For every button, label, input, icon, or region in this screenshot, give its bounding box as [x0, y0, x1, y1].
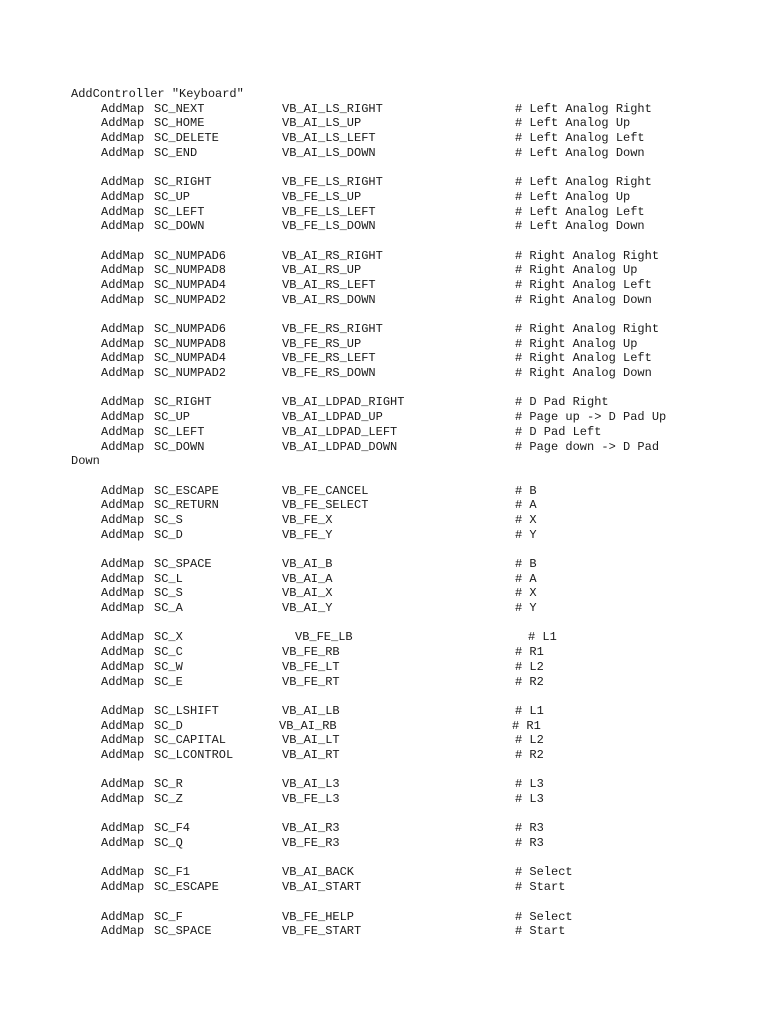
virtual-button: VB_AI_LT — [282, 733, 340, 748]
scan-code: SC_NUMPAD6 — [154, 248, 227, 263]
map-command: AddMap — [101, 747, 145, 762]
mapping-row — [71, 484, 761, 499]
mapping-comment: # D Pad Right — [515, 395, 609, 410]
mapping-groups — [71, 102, 761, 939]
map-command: AddMap — [101, 703, 145, 718]
virtual-button: VB_AI_BACK — [282, 865, 355, 880]
virtual-button: VB_FE_LB — [295, 630, 353, 645]
scan-code: SC_W — [154, 659, 183, 674]
virtual-button: VB_AI_LDPAD_DOWN — [282, 439, 398, 454]
mapping-row — [71, 351, 761, 366]
virtual-button: VB_FE_RT — [282, 674, 340, 689]
mapping-group — [71, 175, 761, 234]
mapping-comment: # Page down -> D Pad — [515, 439, 660, 454]
mapping-row — [71, 513, 761, 528]
virtual-button: VB_AI_L3 — [282, 777, 340, 792]
map-command: AddMap — [101, 410, 145, 425]
mapping-row — [71, 190, 761, 205]
virtual-button: VB_AI_RB — [279, 718, 337, 733]
mapping-comment: # Left Analog Down — [515, 219, 645, 234]
scan-code: SC_L — [154, 571, 183, 586]
map-command: AddMap — [101, 395, 145, 410]
mapping-comment: # B — [515, 483, 537, 498]
map-command: AddMap — [101, 189, 145, 204]
mapping-row — [71, 131, 761, 146]
scan-code: SC_NUMPAD4 — [154, 351, 227, 366]
scan-code: SC_NUMPAD6 — [154, 322, 227, 337]
map-command: AddMap — [101, 821, 145, 836]
mapping-comment: # L1 — [528, 630, 557, 645]
scan-code: SC_D — [154, 718, 183, 733]
mapping-comment: # Right Analog Right — [515, 322, 660, 337]
virtual-button: VB_FE_LS_LEFT — [282, 204, 376, 219]
virtual-button: VB_AI_LS_UP — [282, 116, 362, 131]
virtual-button: VB_FE_LS_UP — [282, 189, 362, 204]
mapping-comment: # B — [515, 557, 537, 572]
mapping-comment: # Left Analog Right — [515, 101, 652, 116]
map-command: AddMap — [101, 909, 145, 924]
mapping-row — [71, 704, 761, 719]
mapping-comment: # Select — [515, 865, 573, 880]
mapping-group — [71, 630, 761, 689]
map-command: AddMap — [101, 277, 145, 292]
virtual-button: VB_FE_R3 — [282, 836, 340, 851]
mapping-comment: # Select — [515, 909, 573, 924]
mapping-group — [71, 777, 761, 806]
mapping-row — [71, 425, 761, 440]
map-command: AddMap — [101, 865, 145, 880]
mapping-row — [71, 777, 761, 792]
mapping-group — [71, 865, 761, 894]
virtual-button: VB_AI_LS_RIGHT — [282, 101, 383, 116]
virtual-button: VB_AI_RS_UP — [282, 263, 362, 278]
map-command: AddMap — [101, 792, 145, 807]
map-command: AddMap — [101, 145, 145, 160]
map-command: AddMap — [101, 116, 145, 131]
mapping-comment: # X — [515, 586, 537, 601]
scan-code: SC_RIGHT — [154, 395, 212, 410]
map-command: AddMap — [101, 101, 145, 116]
virtual-button: VB_AI_Y — [282, 601, 333, 616]
scan-code: SC_Q — [154, 836, 183, 851]
map-command: AddMap — [101, 586, 145, 601]
scan-code: SC_UP — [154, 189, 191, 204]
scan-code: SC_S — [154, 586, 183, 601]
map-command: AddMap — [101, 439, 145, 454]
mapping-row — [71, 175, 761, 190]
scan-code: SC_Z — [154, 792, 183, 807]
virtual-button: VB_FE_LS_RIGHT — [282, 175, 383, 190]
scan-code: SC_NUMPAD8 — [154, 263, 227, 278]
mapping-comment: # Left Analog Left — [515, 204, 645, 219]
scan-code: SC_RIGHT — [154, 175, 212, 190]
mapping-comment: # Right Analog Up — [515, 263, 638, 278]
map-command: AddMap — [101, 557, 145, 572]
virtual-button: VB_FE_RS_DOWN — [282, 366, 376, 381]
wrapped-comment-continuation: Down — [71, 454, 100, 469]
map-command: AddMap — [101, 498, 145, 513]
virtual-button: VB_AI_LS_DOWN — [282, 145, 376, 160]
scan-code: SC_NUMPAD2 — [154, 366, 227, 381]
mapping-row — [71, 278, 761, 293]
mapping-comment: # L1 — [515, 703, 544, 718]
map-command: AddMap — [101, 263, 145, 278]
mapping-group — [71, 821, 761, 850]
map-command: AddMap — [101, 571, 145, 586]
virtual-button: VB_AI_B — [282, 557, 333, 572]
map-command: AddMap — [101, 351, 145, 366]
virtual-button: VB_AI_X — [282, 586, 333, 601]
scan-code: SC_S — [154, 512, 183, 527]
scan-code: SC_ESCAPE — [154, 483, 219, 498]
virtual-button: VB_FE_RB — [282, 645, 340, 660]
mapping-comment: # Left Analog Down — [515, 145, 645, 160]
scan-code: SC_DOWN — [154, 219, 205, 234]
map-command: AddMap — [101, 131, 145, 146]
mapping-row — [71, 880, 761, 895]
mapping-comment: # A — [515, 571, 537, 586]
mapping-row — [71, 366, 761, 381]
virtual-button: VB_FE_LT — [282, 659, 340, 674]
scan-code: SC_LCONTROL — [154, 747, 234, 762]
mapping-row — [71, 205, 761, 220]
scan-code: SC_SPACE — [154, 557, 212, 572]
virtual-button: VB_AI_RS_RIGHT — [282, 248, 383, 263]
map-command: AddMap — [101, 248, 145, 263]
mapping-comment: # L3 — [515, 777, 544, 792]
mapping-row — [71, 337, 761, 352]
virtual-button: VB_FE_CANCEL — [282, 483, 369, 498]
map-command: AddMap — [101, 366, 145, 381]
virtual-button: VB_FE_SELECT — [282, 498, 369, 513]
scan-code: SC_LEFT — [154, 424, 205, 439]
scan-code: SC_NUMPAD2 — [154, 292, 227, 307]
mapping-comment: # Start — [515, 880, 566, 895]
mapping-group — [71, 322, 761, 381]
mapping-row — [71, 116, 761, 131]
virtual-button: VB_FE_RS_LEFT — [282, 351, 376, 366]
mapping-row — [71, 792, 761, 807]
mapping-comment: # R1 — [512, 718, 541, 733]
map-command: AddMap — [101, 527, 145, 542]
mapping-comment: # R3 — [515, 836, 544, 851]
map-command: AddMap — [101, 733, 145, 748]
virtual-button: VB_AI_RS_LEFT — [282, 277, 376, 292]
mapping-row — [71, 557, 761, 572]
map-command: AddMap — [101, 292, 145, 307]
mapping-comment: # Start — [515, 924, 566, 939]
mapping-row — [71, 146, 761, 161]
mapping-comment: # Y — [515, 527, 537, 542]
virtual-button: VB_FE_L3 — [282, 792, 340, 807]
mapping-group — [71, 910, 761, 939]
mapping-row — [71, 528, 761, 543]
scan-code: SC_F4 — [154, 821, 191, 836]
mapping-comment: # Right Analog Left — [515, 277, 652, 292]
scan-code: SC_A — [154, 601, 183, 616]
mapping-comment: # Right Analog Up — [515, 336, 638, 351]
mapping-comment: # D Pad Left — [515, 424, 602, 439]
map-command: AddMap — [101, 175, 145, 190]
scan-code: SC_NEXT — [154, 101, 205, 116]
map-command: AddMap — [101, 630, 145, 645]
mapping-comment: # Right Analog Left — [515, 351, 652, 366]
mapping-row — [71, 102, 761, 117]
virtual-button: VB_AI_RS_DOWN — [282, 292, 376, 307]
map-command: AddMap — [101, 601, 145, 616]
scan-code: SC_END — [154, 145, 198, 160]
map-command: AddMap — [101, 777, 145, 792]
scan-code: SC_LEFT — [154, 204, 205, 219]
map-command: AddMap — [101, 204, 145, 219]
scan-code: SC_D — [154, 527, 183, 542]
virtual-button: VB_AI_A — [282, 571, 333, 586]
mapping-row — [71, 836, 761, 851]
mapping-row — [71, 410, 761, 425]
virtual-button: VB_AI_LDPAD_RIGHT — [282, 395, 405, 410]
mapping-row — [71, 572, 761, 587]
config-document — [71, 87, 761, 954]
map-command: AddMap — [101, 483, 145, 498]
mapping-comment: # Right Analog Down — [515, 366, 652, 381]
scan-code: SC_HOME — [154, 116, 205, 131]
virtual-button: VB_AI_RT — [282, 747, 340, 762]
mapping-row — [71, 865, 761, 880]
mapping-row — [71, 821, 761, 836]
mapping-row — [71, 322, 761, 337]
mapping-comment: # L3 — [515, 792, 544, 807]
mapping-row — [71, 249, 761, 264]
mapping-comment: # X — [515, 512, 537, 527]
mapping-comment: # Page up -> D Pad Up — [515, 410, 667, 425]
mapping-row — [71, 263, 761, 278]
virtual-button: VB_FE_START — [282, 924, 362, 939]
mapping-row — [71, 498, 761, 513]
mapping-comment: # R2 — [515, 747, 544, 762]
map-command: AddMap — [101, 836, 145, 851]
scan-code: SC_DELETE — [154, 131, 219, 146]
mapping-row — [71, 219, 761, 234]
controller-declaration: AddController "Keyboard" — [71, 87, 244, 101]
map-command: AddMap — [101, 924, 145, 939]
map-command: AddMap — [101, 645, 145, 660]
virtual-button: VB_FE_X — [282, 512, 333, 527]
map-command: AddMap — [101, 424, 145, 439]
virtual-button: VB_FE_RS_UP — [282, 336, 362, 351]
mapping-row — [71, 395, 761, 410]
scan-code: SC_NUMPAD8 — [154, 336, 227, 351]
map-command: AddMap — [101, 512, 145, 527]
map-command: AddMap — [101, 336, 145, 351]
scan-code: SC_X — [154, 630, 183, 645]
virtual-button: VB_FE_Y — [282, 527, 333, 542]
mapping-comment: # Left Analog Up — [515, 116, 631, 131]
scan-code: SC_LSHIFT — [154, 703, 219, 718]
mapping-row — [71, 440, 761, 455]
mapping-group — [71, 395, 761, 468]
mapping-row — [71, 748, 761, 763]
map-command: AddMap — [101, 880, 145, 895]
scan-code: SC_NUMPAD4 — [154, 277, 227, 292]
virtual-button: VB_AI_START — [282, 880, 362, 895]
scan-code: SC_ESCAPE — [154, 880, 219, 895]
mapping-comment: # Right Analog Right — [515, 248, 660, 263]
virtual-button: VB_AI_LB — [282, 703, 340, 718]
mapping-comment: # L2 — [515, 659, 544, 674]
mapping-comment: # Right Analog Down — [515, 292, 652, 307]
mapping-comment: # Y — [515, 601, 537, 616]
map-command: AddMap — [101, 322, 145, 337]
mapping-row — [71, 630, 761, 645]
scan-code: SC_RETURN — [154, 498, 219, 513]
mapping-row — [71, 293, 761, 308]
mapping-row — [71, 733, 761, 748]
virtual-button: VB_FE_LS_DOWN — [282, 219, 376, 234]
mapping-row — [71, 924, 761, 939]
mapping-group — [71, 484, 761, 543]
map-command: AddMap — [101, 674, 145, 689]
mapping-group — [71, 557, 761, 616]
mapping-comment: # R1 — [515, 645, 544, 660]
mapping-row — [71, 601, 761, 616]
virtual-button: VB_AI_LDPAD_LEFT — [282, 424, 398, 439]
virtual-button: VB_FE_HELP — [282, 909, 355, 924]
scan-code: SC_F — [154, 909, 183, 924]
mapping-comment: # Left Analog Right — [515, 175, 652, 190]
mapping-row — [71, 675, 761, 690]
mapping-group — [71, 249, 761, 308]
scan-code: SC_UP — [154, 410, 191, 425]
mapping-row — [71, 586, 761, 601]
virtual-button: VB_FE_RS_RIGHT — [282, 322, 383, 337]
scan-code: SC_R — [154, 777, 183, 792]
scan-code: SC_F1 — [154, 865, 191, 880]
mapping-group — [71, 102, 761, 161]
virtual-button: VB_AI_LS_LEFT — [282, 131, 376, 146]
map-command: AddMap — [101, 219, 145, 234]
mapping-group — [71, 704, 761, 763]
mapping-row — [71, 660, 761, 675]
scan-code: SC_C — [154, 645, 183, 660]
mapping-comment: # L2 — [515, 733, 544, 748]
mapping-row — [71, 910, 761, 925]
mapping-comment: # R3 — [515, 821, 544, 836]
virtual-button: VB_AI_R3 — [282, 821, 340, 836]
mapping-comment: # R2 — [515, 674, 544, 689]
map-command: AddMap — [101, 659, 145, 674]
map-command: AddMap — [101, 718, 145, 733]
scan-code: SC_CAPITAL — [154, 733, 227, 748]
mapping-comment: # A — [515, 498, 537, 513]
mapping-comment: # Left Analog Left — [515, 131, 645, 146]
scan-code: SC_SPACE — [154, 924, 212, 939]
mapping-comment: # Left Analog Up — [515, 189, 631, 204]
scan-code: SC_DOWN — [154, 439, 205, 454]
mapping-row — [71, 645, 761, 660]
scan-code: SC_E — [154, 674, 183, 689]
virtual-button: VB_AI_LDPAD_UP — [282, 410, 383, 425]
mapping-row — [71, 719, 761, 734]
